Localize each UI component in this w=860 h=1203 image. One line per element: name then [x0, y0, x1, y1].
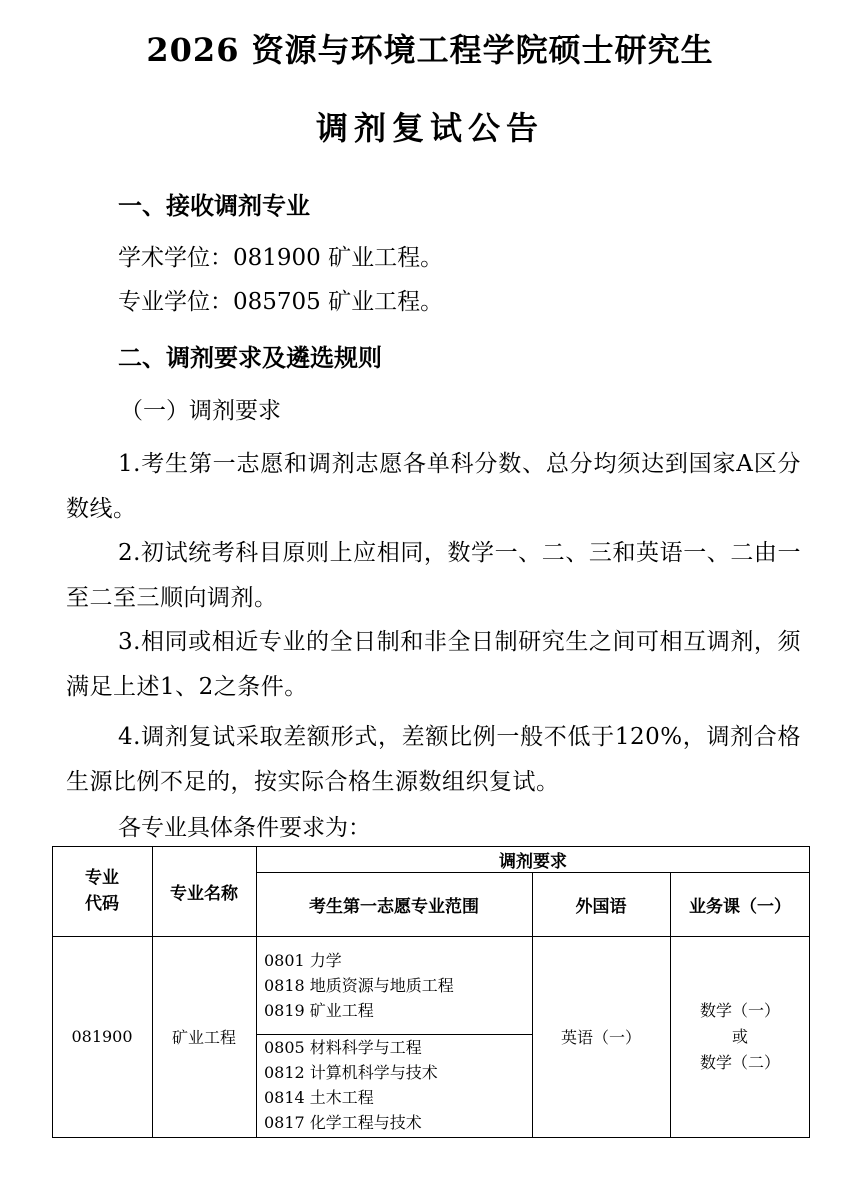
- range-item: 0819 矿业工程: [264, 1001, 374, 1020]
- header-major-code-line2: 代码: [85, 894, 119, 914]
- requirement-item-1: 1.考生第一志愿和调剂志愿各单科分数、总分均须达到国家A区分数线。: [66, 451, 801, 522]
- professional-degree-line: 专业学位：085705 矿业工程。: [118, 289, 444, 315]
- header-major-code: [52, 846, 152, 936]
- header-major-code-line1: 专业: [85, 868, 119, 888]
- section1-heading: 一、接收调剂专业: [118, 192, 310, 220]
- academic-degree-line: 学术学位：081900 矿业工程。: [118, 245, 444, 271]
- row-major-name: 矿业工程: [171, 1028, 236, 1047]
- course-option-2: 数学（二）: [699, 1052, 780, 1072]
- page-title-line2: 调剂复试公告: [315, 109, 544, 147]
- course-or: 或: [731, 1026, 748, 1046]
- range-item: 0805 材料科学与工程: [264, 1038, 422, 1057]
- range-group-1: [264, 948, 454, 1023]
- section2-subheading: （一）调剂要求: [120, 398, 281, 424]
- requirement-item-3: 3.相同或相近专业的全日制和非全日制研究生之间可相互调剂，须满足上述1、2之条件。: [66, 629, 801, 700]
- requirements-table: [52, 846, 810, 1138]
- row-major-code: 081900: [71, 1027, 133, 1046]
- range-item: 0801 力学: [264, 951, 342, 970]
- header-first-choice-range: 考生第一志愿专业范围: [309, 896, 479, 917]
- range-group-2: [264, 1035, 438, 1135]
- requirement-item-2: 2.初试统考科目原则上应相同，数学一、二、三和英语一、二由一至二至三顺向调剂。: [66, 540, 801, 611]
- row-professional-course: [670, 936, 810, 1137]
- header-foreign-language: 外国语: [575, 896, 627, 917]
- header-major-name: 专业名称: [170, 883, 238, 904]
- range-item: 0817 化学工程与技术: [264, 1113, 422, 1132]
- page-title-line1: 2026 资源与环境工程学院硕士研究生: [146, 31, 714, 69]
- range-item: 0818 地质资源与地质工程: [264, 976, 454, 995]
- section2-heading: 二、调剂要求及遴选规则: [118, 344, 382, 372]
- course-option-1: 数学（一）: [699, 1000, 780, 1020]
- range-item: 0814 土木工程: [264, 1088, 374, 1107]
- header-transfer-requirements: 调剂要求: [499, 851, 567, 872]
- range-item: 0812 计算机科学与技术: [264, 1063, 438, 1082]
- row-foreign-language: 英语（一）: [560, 1028, 641, 1047]
- table-intro: 各专业具体条件要求为：: [118, 815, 371, 841]
- requirement-item-4: 4.调剂复试采取差额形式，差额比例一般不低于120%，调剂合格生源比例不足的，按实际合格生源数组织复试。: [66, 724, 801, 795]
- header-professional-course: 业务课（一）: [689, 896, 791, 917]
